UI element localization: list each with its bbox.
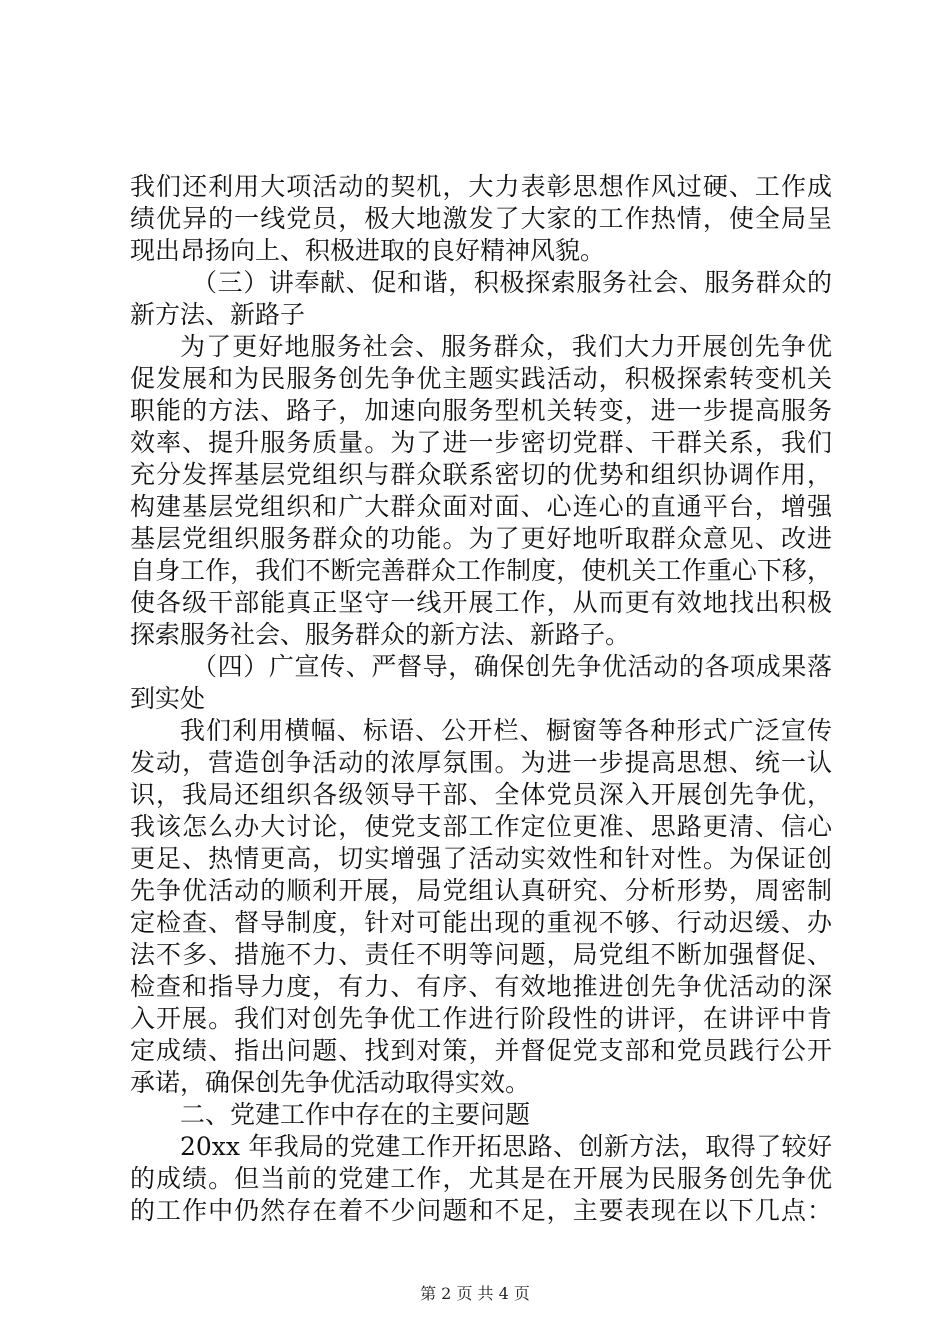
- text-line: 现出昂扬向上、积极进取的良好精神风貌。: [130, 236, 606, 265]
- text-line: 的工作中仍然存在着不少问题和不足，主要表现在以下几点：: [130, 1196, 832, 1225]
- text-line: 二、党建工作中存在的主要问题: [180, 1100, 531, 1129]
- text-line: 自身工作，我们不断完善群众工作制度，使机关工作重心下移，: [130, 556, 832, 585]
- text-line: 检查和指导力度，有力、有序、有效地推进创先争优活动的深: [130, 972, 832, 1001]
- text-line: 入开展。我们对创先争优工作进行阶段性的讲评，在讲评中肯: [130, 1004, 832, 1033]
- text-line: 我们还利用大项活动的契机，大力表彰思想作风过硬、工作成: [130, 172, 832, 201]
- text-line: 到实处: [130, 684, 206, 713]
- text-line: 充分发挥基层党组织与群众联系密切的优势和组织协调作用，: [130, 460, 832, 489]
- text-line: 承诺，确保创先争优活动取得实效。: [130, 1068, 531, 1097]
- text-line: 识，我局还组织各级领导干部、全体党员深入开展创先争优，: [130, 780, 832, 809]
- text-line: 构建基层党组织和广大群众面对面、心连心的直通平台，增强: [130, 492, 832, 521]
- page-footer: 第 2 页 共 4 页: [420, 1284, 530, 1303]
- text-line: 更足、热情更高，切实增强了活动实效性和针对性。为保证创: [130, 844, 832, 873]
- text-line: 发动，营造创争活动的浓厚氛围。为进一步提高思想、统一认: [130, 748, 832, 777]
- text-line: 效率、提升服务质量。为了进一步密切党群、干群关系，我们: [130, 428, 832, 457]
- text-line: 20xx 年我局的党建工作开拓思路、创新方法，取得了较好: [180, 1132, 832, 1161]
- text-line: 定检查、督导制度，针对可能出现的重视不够、行动迟缓、办: [130, 908, 832, 937]
- text-line: 使各级干部能真正坚守一线开展工作，从而更有效地找出积极: [130, 588, 832, 617]
- text-line: 我该怎么办大讨论，使党支部工作定位更准、思路更清、信心: [130, 812, 832, 841]
- text-line: 促发展和为民服务创先争优主题实践活动，积极探索转变机关: [130, 364, 832, 393]
- text-line: 为了更好地服务社会、服务群众，我们大力开展创先争优: [180, 332, 832, 361]
- text-line: （三）讲奉献、促和谐，积极探索服务社会、服务群众的: [192, 268, 832, 297]
- text-line: 法不多、措施不力、责任不明等问题，局党组不断加强督促、: [130, 940, 832, 969]
- text-line: 探索服务社会、服务群众的新方法、新路子。: [130, 620, 631, 649]
- text-line: 绩优异的一线党员，极大地激发了大家的工作热情，使全局呈: [130, 204, 832, 233]
- text-line: 职能的方法、路子，加速向服务型机关转变，进一步提高服务: [130, 396, 832, 425]
- text-line: 基层党组织服务群众的功能。为了更好地听取群众意见、改进: [130, 524, 832, 553]
- text-line: （四）广宣传、严督导，确保创先争优活动的各项成果落: [192, 652, 832, 681]
- text-line: 我们利用横幅、标语、公开栏、橱窗等各种形式广泛宣传: [180, 716, 832, 745]
- text-line: 定成绩、指出问题、找到对策，并督促党支部和党员践行公开: [130, 1036, 832, 1065]
- text-line: 的成绩。但当前的党建工作，尤其是在开展为民服务创先争优: [130, 1164, 832, 1193]
- text-line: 新方法、新路子: [130, 300, 306, 329]
- document-body: [130, 171, 832, 1227]
- text-line: 先争优活动的顺利开展，局党组认真研究、分析形势，周密制: [130, 876, 832, 905]
